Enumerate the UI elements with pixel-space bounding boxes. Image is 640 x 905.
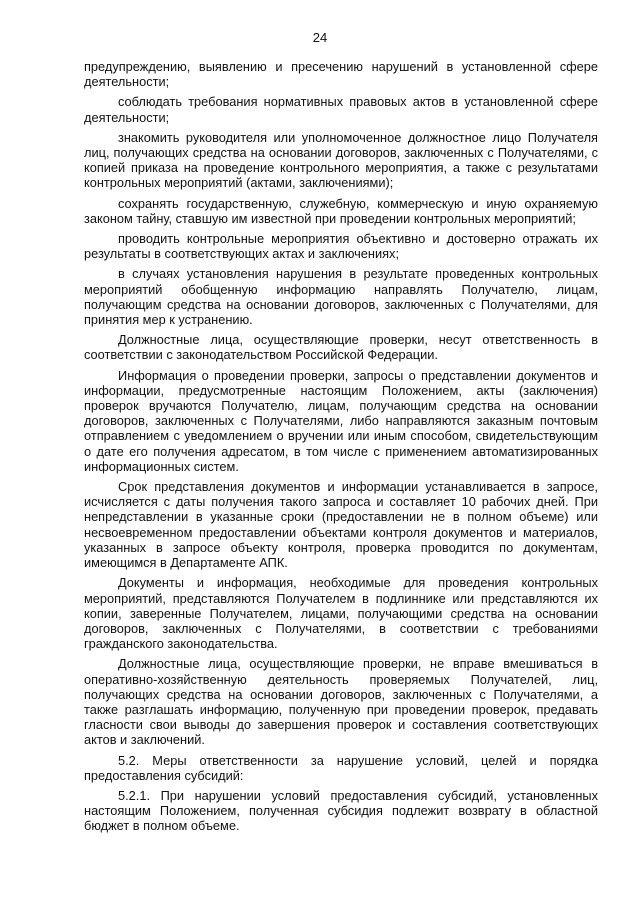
paragraph: Должностные лица, осуществляющие проверки, не вправе вмешиваться в оперативно-хозяйственную деятельность проверяемых Получателей, лиц, получающих средства на основании договоров, заключенных с Получателями, а также разглашать информацию, полученную при проведении проверок, предавать гласности свои выводы до завершения проверок и составления соответствующих актов и заключений. — [84, 656, 598, 748]
section-heading: 5.2. Меры ответственности за нарушение условий, целей и порядка предоставления субсидий: — [84, 752, 598, 783]
document-body — [84, 59, 598, 839]
paragraph: сохранять государственную, служебную, коммерческую и иную охраняемую законом тайну, ставшую им известной при проведении контрольных мероприятий; — [84, 195, 598, 226]
paragraph: знакомить руководителя или уполномоченное должностное лицо Получателя лиц, получающих средства на основании договоров, заключенных с Получателями, с копией приказа на проведение контрольного мероприятия, а также с результатами контрольных мероприятий (актами, заключениями); — [84, 129, 598, 191]
paragraph: Срок представления документов и информации устанавливается в запросе, исчисляется с даты получения такого запроса и составляет 10 рабочих дней. При непредставлении в указанные сроки (предоставлении не в полном объеме) или несвоевременном предоставлении объектами контроля документов и материалов, указанных в запросе объекту контроля, проверка проводится по документам, имеющимся в Департаменте АПК. — [84, 479, 598, 571]
paragraph: соблюдать требования нормативных правовых актов в установленной сфере деятельности; — [84, 94, 598, 125]
page-number: 24 — [312, 30, 328, 45]
paragraph: 5.2.1. При нарушении условий предоставления субсидий, установленных настоящим Положением, полученная субсидия подлежит возврату в областной бюджет в полном объеме. — [84, 787, 598, 834]
paragraph: Документы и информация, необходимые для проведения контрольных мероприятий, представляются Получателем в подлиннике или представляются их копии, заверенные Получателем, лицами, получающими средства на основании договоров, заключенных с Получателями, в соответствии с требованиями гражданского законодательства. — [84, 575, 598, 652]
paragraph: проводить контрольные мероприятия объективно и достоверно отражать их результаты в соответствующих актах и заключениях; — [84, 231, 598, 262]
paragraph: в случаях установления нарушения в результате проведенных контрольных мероприятий обобщенную информацию направлять Получателю, лицам, получающим средства на основании договоров, заключенных с Получателями, для принятия мер к устранению. — [84, 266, 598, 328]
paragraph-continuation: предупреждению, выявлению и пресечению нарушений в установленной сфере деятельности; — [84, 59, 598, 90]
paragraph: Должностные лица, осуществляющие проверки, несут ответственность в соответствии с законодательством Российской Федерации. — [84, 332, 598, 363]
paragraph: Информация о проведении проверки, запросы о представлении документов и информации, предусмотренные настоящим Положением, акты (заключения) проверок вручаются Получателю, лицам, получающим средства на основании договоров, заключенных с Получателями, либо направляются заказным почтовым отправлением с уведомлением о вручении или иным способом, свидетельствующим о дате его получения адресатом, в том числе с применением автоматизированных информационных систем. — [84, 367, 598, 474]
